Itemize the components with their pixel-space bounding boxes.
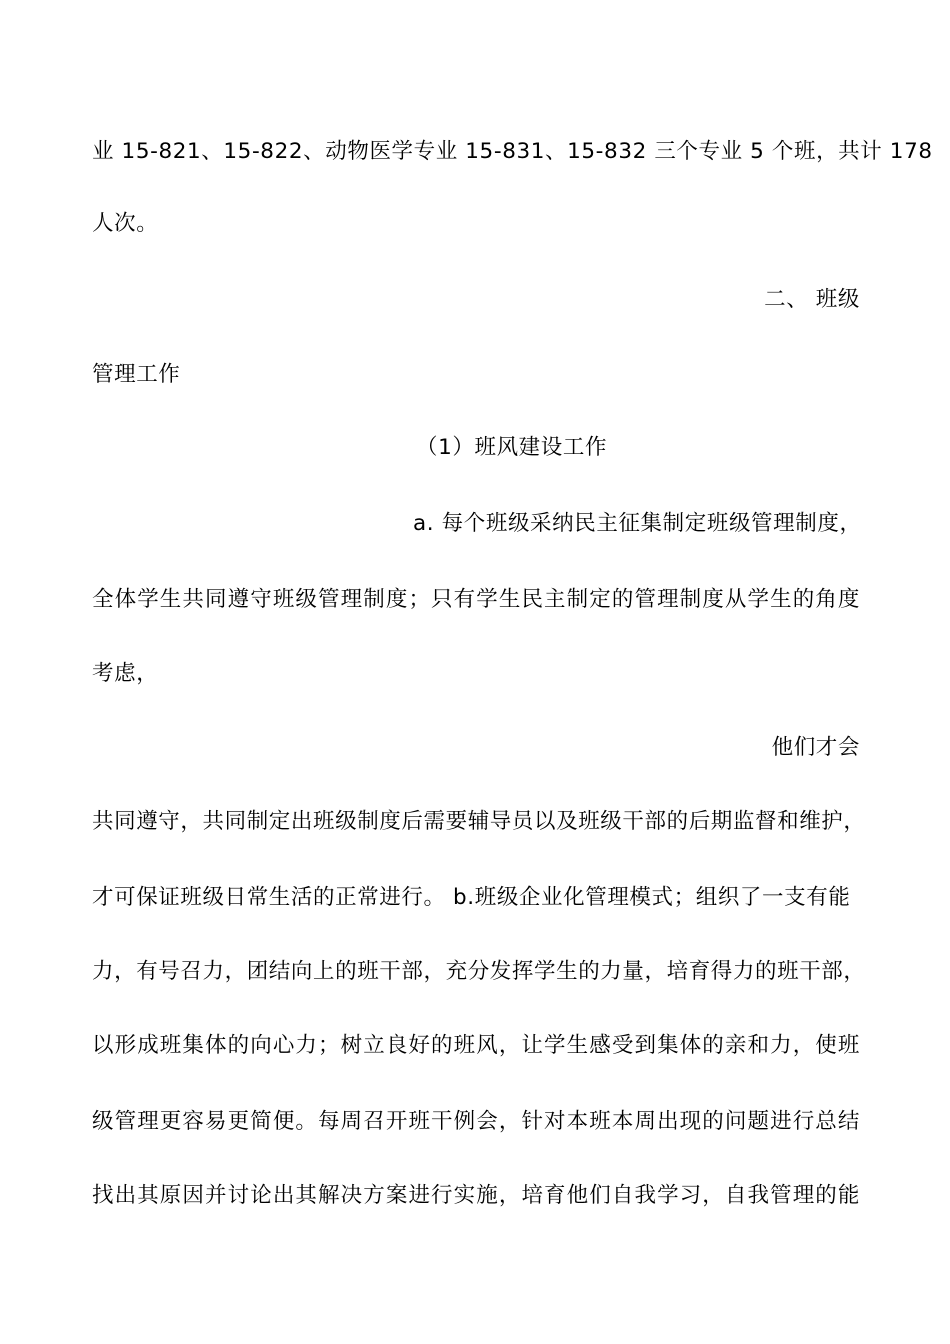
paragraph-line: 才可保证班级日常生活的正常进行。 b.班级企业化管理模式；组织了一支有能 xyxy=(92,885,851,910)
section-heading-continuation: 管理工作 xyxy=(92,362,181,387)
paragraph-line: 考虑， xyxy=(92,661,159,686)
paragraph-line: 业 15-821、15-822、动物医学专业 15-831、15-832 三个专业 5 个班，共计 178 xyxy=(92,139,933,164)
paragraph-line: 找出其原因并讨论出其解决方案进行实施，培育他们自我学习，自我管理的能 xyxy=(92,1183,860,1208)
subsection-heading: （1）班风建设工作 xyxy=(416,435,608,460)
paragraph-line: 级管理更容易更简便。每周召开班干例会，针对本班本周出现的问题进行总结 xyxy=(92,1109,860,1134)
paragraph-line: 他们才会 xyxy=(771,735,860,760)
paragraph-line: 全体学生共同遵守班级管理制度；只有学生民主制定的管理制度从学生的角度 xyxy=(92,587,860,612)
paragraph-line: 人次。 xyxy=(92,211,159,236)
section-heading: 二、 班级 xyxy=(764,287,860,312)
paragraph-line: a. 每个班级采纳民主征集制定班级管理制度， xyxy=(413,511,862,536)
paragraph-line: 力，有号召力，团结向上的班干部，充分发挥学生的力量，培育得力的班干部， xyxy=(92,959,866,984)
paragraph-line: 以形成班集体的向心力；树立良好的班风，让学生感受到集体的亲和力，使班 xyxy=(92,1033,860,1058)
paragraph-line: 共同遵守，共同制定出班级制度后需要辅导员以及班级干部的后期监督和维护， xyxy=(92,809,866,834)
